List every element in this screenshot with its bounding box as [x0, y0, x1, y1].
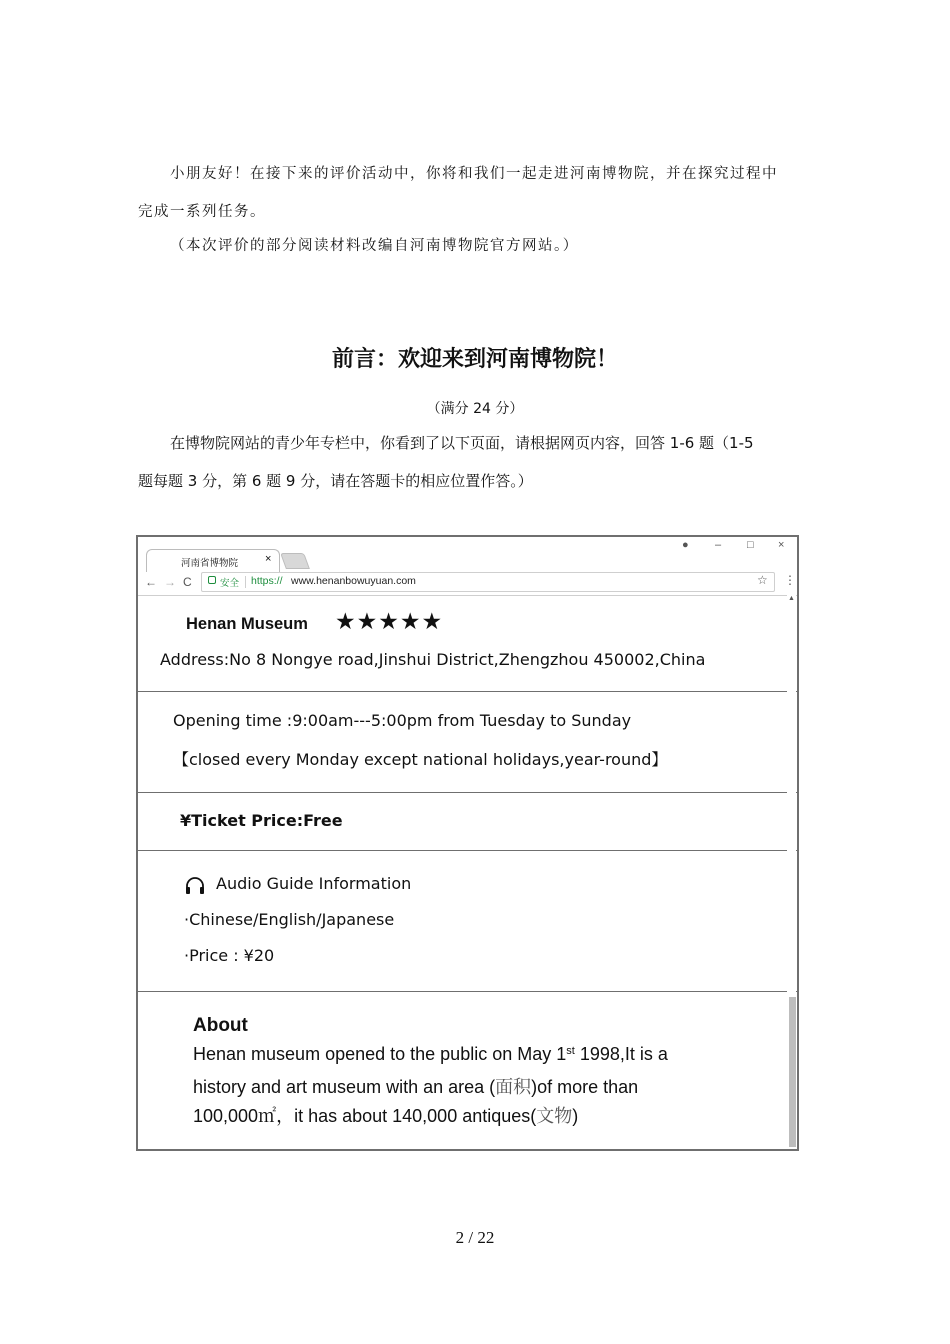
about-line-2: history and art museum with an area (面积)of more than	[193, 1077, 639, 1098]
tab-title: 河南省博物院	[181, 558, 239, 569]
task-line-1: 在博物院网站的青少年专栏中，你看到了以下页面，请根据网页内容，回答 1-6 题（1-5	[170, 434, 754, 452]
bookmark-star-icon[interactable]: ☆	[757, 573, 768, 587]
url-text: www.henanbowuyuan.com	[291, 575, 416, 587]
rating-stars: ★★★★★	[335, 609, 444, 635]
new-tab-button[interactable]	[280, 553, 310, 569]
about-title: About	[193, 1015, 248, 1036]
maximize-icon[interactable]: □	[747, 539, 754, 551]
headphone-icon	[184, 876, 206, 896]
scrollbar-thumb[interactable]	[789, 997, 796, 1147]
forward-icon[interactable]: →	[164, 575, 176, 589]
page-number: 2 / 22	[455, 1228, 495, 1247]
section-opening	[138, 692, 797, 793]
intro-line-3: （本次评价的部分阅读材料改编自河南博物院官方网站。）	[170, 238, 579, 254]
lock-icon	[208, 576, 216, 584]
account-icon[interactable]: ●	[682, 539, 689, 551]
address-text: Address:No 8 Nongye road,Jinshui District,Zhengzhou 450002,China	[160, 650, 706, 669]
url-protocol: https://	[251, 575, 283, 587]
browser-tab-strip	[138, 537, 797, 571]
audio-price: ·Price : ¥20	[184, 946, 275, 965]
browser-window	[136, 535, 799, 1151]
score-note: （满分 24 分）	[426, 401, 524, 417]
audio-languages: ·Chinese/English/Japanese	[184, 910, 395, 929]
minimize-icon[interactable]: –	[715, 539, 722, 551]
address-bar-row	[138, 571, 797, 596]
reload-icon[interactable]: C	[183, 575, 192, 589]
intro-line-2: 完成一系列任务。	[138, 204, 266, 220]
close-window-icon[interactable]: ×	[778, 539, 785, 551]
closed-note: 【closed every Monday except national holidays,year-round】	[173, 750, 668, 769]
back-icon[interactable]: ←	[145, 575, 157, 589]
tab-close-icon[interactable]: ×	[265, 553, 272, 565]
section-header-info	[138, 595, 797, 692]
opening-time: Opening time :9:00am---5:00pm from Tuesday to Sunday	[173, 711, 632, 730]
browser-menu-icon[interactable]: ⋮	[784, 573, 796, 587]
url-input[interactable]	[201, 572, 775, 592]
audio-guide-title: Audio Guide Information	[216, 874, 412, 893]
section-title: 前言：欢迎来到河南博物院！	[331, 347, 618, 372]
about-line-1: Henan museum opened to the public on May 1st 1998,It is a	[193, 1044, 668, 1064]
museum-name: Henan Museum	[186, 615, 308, 633]
secure-label: 安全	[220, 578, 240, 589]
divider	[245, 576, 246, 588]
ticket-price: ¥Ticket Price:Free	[180, 811, 343, 830]
browser-tab[interactable]	[146, 549, 280, 572]
task-line-2: 题每题 3 分，第 6 题 9 分，请在答题卡的相应位置作答。）	[138, 472, 533, 490]
about-line-3: 100,000㎡，it has about 140,000 antiques(文物)	[193, 1106, 579, 1127]
scroll-up-arrow-icon[interactable]: ▲	[788, 595, 795, 602]
intro-line-1: 小朋友好！在接下来的评价活动中，你将和我们一起走进河南博物院，并在探究过程中	[170, 166, 778, 182]
